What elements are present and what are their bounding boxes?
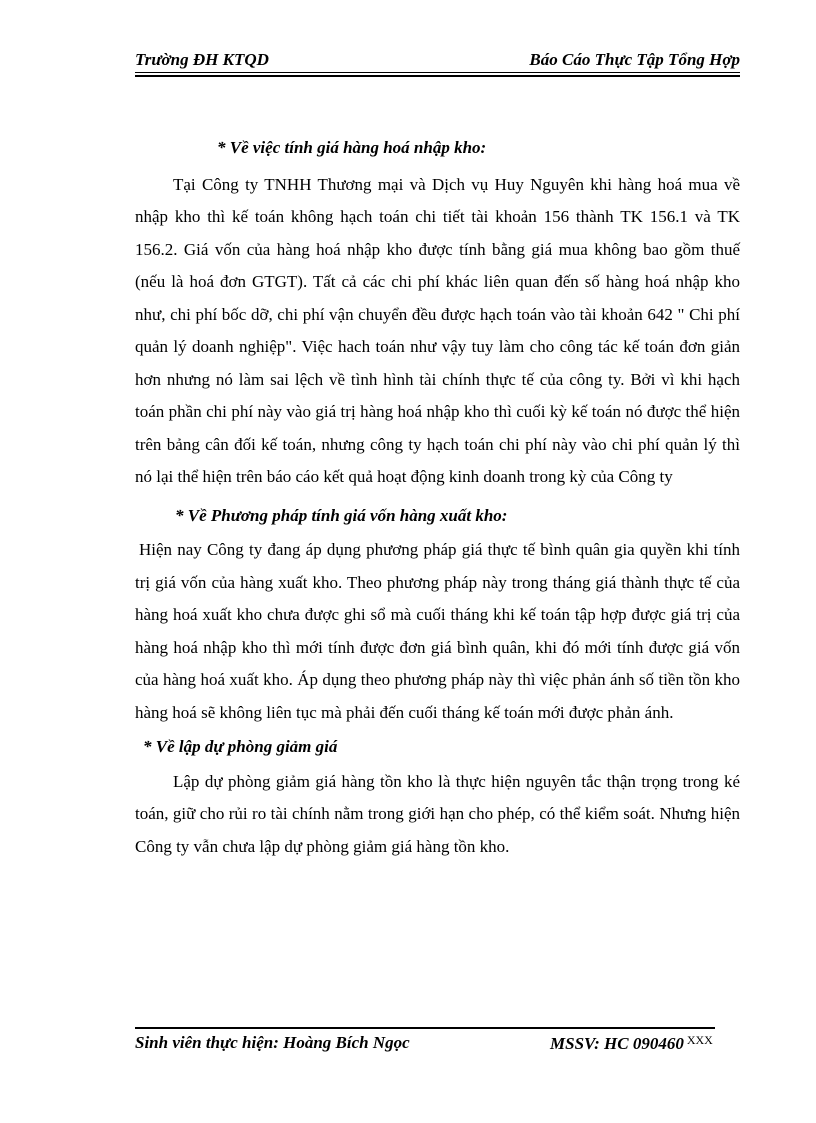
header-rule-thin	[135, 72, 740, 73]
section-paragraph-import-pricing: Tại Công ty TNHH Thương mại và Dịch vụ Huy Nguyên khi hàng hoá mua về nhập kho thì kế toán không hạch toán chi tiết tài khoản 156 thành TK 156.1 và TK 156.2. Giá vốn của hàng hoá nhập kho được tính bằng giá mua không bao gồm thuế (nếu là hoá đơn GTGT). Tất cả các chi phí khác liên quan đến số hàng hoá nhập kho như, chi phí bốc dỡ, chi phí vận chuyển đều được hạch toán vào tài khoản 642 " Chi phí quản lý doanh nghiệp". Việc hach toán như vậy tuy làm cho công tác kế toán đơn giản hơn nhưng nó làm sai lệch về tình hình tài chính thực tế của công ty. Bởi vì khi hạch toán phần chi phí này vào giá trị hàng hoá nhập kho thì cuối kỳ kế toán nó được thể hiện trên bảng cân đối kế toán, nhưng công ty hạch toán chi phí này vào chi phí quản lý thì nó lại thể hiện trên báo cáo kết quả hoạt động kinh doanh trong kỳ của Công ty	[135, 174, 740, 486]
page-footer	[135, 1033, 740, 1057]
footer-student-id-text: MSSV: HC 090460	[550, 1034, 684, 1053]
section-heading-export-costing: * Về Phương pháp tính giá vốn hàng xuất kho:	[175, 505, 508, 525]
header-rule-thick	[135, 75, 740, 77]
section-heading-import-pricing: * Về việc tính giá hàng hoá nhập kho:	[217, 138, 487, 157]
footer-rule	[135, 1027, 715, 1029]
section-paragraph-provision: Lập dự phòng giảm giá hàng tồn kho là thực hiện nguyên tắc thận trọng trong ké toán, giữ cho rủi ro tài chính nằm trong giới hạn cho phép, có thể kiểm soát. Nhưng hiện Công ty vẫn chưa lập dự phòng giảm giá hàng tồn kho.	[135, 771, 740, 856]
footer-suffix: XXX	[686, 1033, 713, 1047]
footer-student-id	[550, 1033, 713, 1054]
header-report-title: Báo Cáo Thực Tập Tổng Hợp	[529, 50, 740, 69]
document-body	[135, 132, 740, 863]
header-school-name: Trường ĐH KTQD	[135, 50, 269, 69]
section-paragraph-export-costing: Hiện nay Công ty đang áp dụng phương pháp giá thực tế bình quân gia quyền khi tính trị giá vốn của hàng xuất kho. Theo phương pháp này trong tháng giá thành thực tế của hàng hoá xuất kho chưa được ghi sổ mà cuối tháng khi kế toán tập hợp được giá trị của hàng hoá nhập kho thì mới tính được đơn giá bình quân, khi đó mới tính được giá vốn của hàng hoá xuất kho. Áp dụng theo phương pháp này thì việc phản ánh số tiền tồn kho hàng hoá sẽ không liên tục mà phải đến cuối tháng kế toán mới được phản ánh.	[135, 540, 740, 722]
page-header	[135, 50, 740, 72]
section-heading-provision: * Về lập dự phòng giảm giá	[143, 737, 338, 756]
footer-student-name: Sinh viên thực hiện: Hoàng Bích Ngọc	[135, 1033, 410, 1052]
